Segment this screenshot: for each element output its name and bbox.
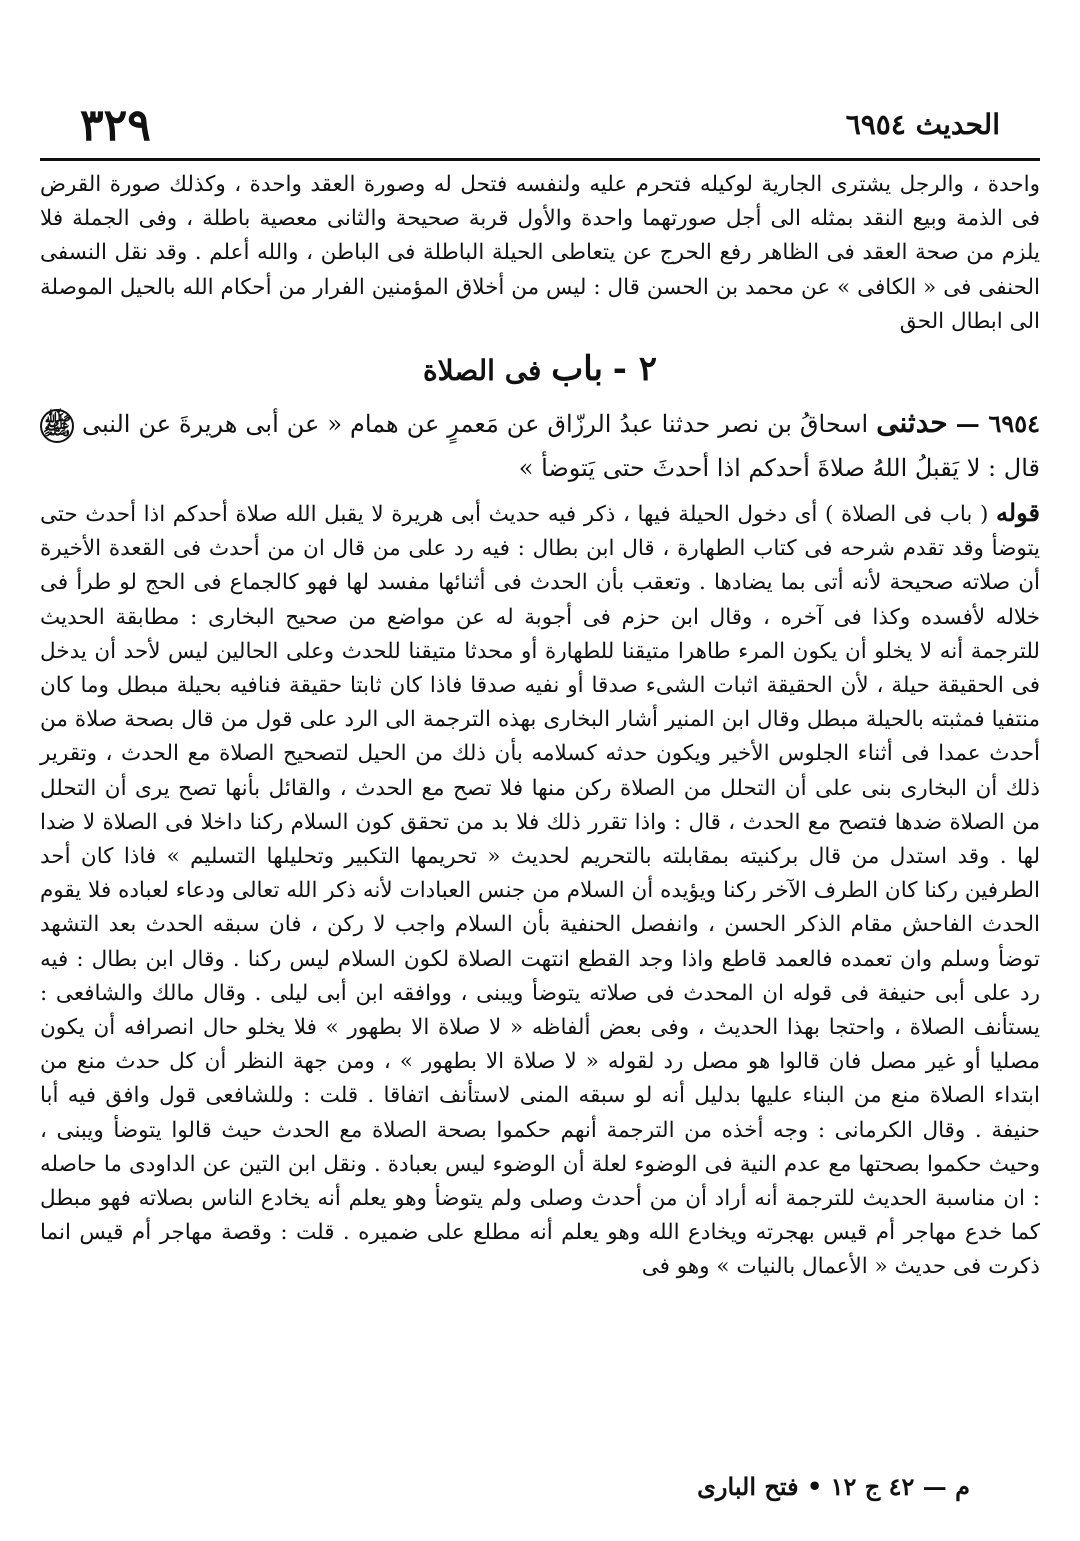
commentary-lead: قوله: [995, 498, 1040, 528]
hadith-number: ٦٩٥٤ —: [955, 409, 1041, 439]
running-title: الحديث ٦٩٥٤: [845, 108, 1000, 141]
signature-line: م — ٤٢ ج ١٢ • فتح البارى: [697, 1472, 970, 1501]
chapter-bab: باب: [551, 349, 604, 390]
top-paragraph: واحدة ، والرجل يشترى الجارية لوكيله فتحرم عليه ولنفسه فتحل له وصورة العقد واحدة ، وكذلك صورة القرض فى الذمة وبيع النقد بمثله الى أجل صورتهما واحدة والأول قربة صحيحة والثانى معصية باطلة ، وفى الجملة فلا يلزم من صحة العقد فى الظاهر رفع الحرج عن يتعاطى الحيلة الباطلة فى الباطن ، والله أعلم . وقد نقل النسفى الحنفى فى « الكافى » عن محمد بن الحسن قال : ليس من أخلاق المؤمنين الفرار من أحكام الله بالحيل الموصلة الى ابطال الحق: [40, 172, 1040, 334]
chapter-heading: [40, 339, 1040, 401]
salawat-icon: ﷺ: [40, 409, 74, 443]
hadith-haddathana: حدثنى: [876, 406, 948, 440]
chapter-title: فى الصلاة: [422, 354, 542, 388]
page-number: ٣٢٩: [80, 100, 151, 151]
commentary-paragraph: [40, 496, 1040, 1285]
hadith-text: [40, 401, 1040, 490]
hadith-isnad: اسحاقُ بن نصر حدثنا عبدُ الرزّاق عن مَعمرٍ عن همام « عن أبى هريرةَ عن النبى: [82, 410, 869, 439]
commentary-text: ( باب فى الصلاة ) أى دخول الحيلة فيها ، ذكر فيه حديث أبى هريرة لا يقبل الله صلاة أحدكم اذا أحدث حتى يتوضأ وقد تقدم شرحه فى كتاب الطهارة ، قال ابن بطال : فيه رد على من قال ان من أحدث فى القعدة الأخيرة أن صلاته صحيحة لأنه أتى بما يضادها . وتعقب بأن الحدث فى أثنائها مفسد لها فهو كالجماع فى الحج لو طرأ فى خلاله لأفسده وكذا فى آخره ، وقال ابن حزم فى أجوبة له عن مواضع من صحيح البخارى : مطابقة الحديث للترجمة أنه لا يخلو أن يكون المرء طاهرا متيقنا للطهارة أو محدثا متيقنا للحدث وعلى الحالين ليس لأحد أن يدخل فى الحقيقة حيلة ، لأن الحقيقة اثبات الشىء صدقا أو نفيه صدقا فاذا كان ثابتا حقيقة فنافيه بحيلة مبطل وما كان منتفيا فمثبته بالحيلة مبطل وقال ابن المنير أشار البخارى بهذه الترجمة الى الرد على قول من قال بصحة صلاة من أحدث عمدا فى أثناء الجلوس الأخير ويكون حدثه كسلامه بأن ذلك من الحيل لتصحيح الصلاة مع الحدث ، وتقرير ذلك أن البخارى بنى على أن التحلل من الصلاة ركن منها فلا تصح مع الحدث ، والقائل بأنها تصح يرى أن التحلل من الصلاة ضدها فتصح مع الحدث ، قال : واذا تقرر ذلك فلا بد من تحقق كون السلام ركنا داخلا فى الصلاة لا ضدا لها . وقد استدل من قال بركنيته بمقابلته بالتحريم لحديث « تحريمها التكبير وتحليلها التسليم » فاذا كان أحد الطرفين ركنا كان الطرف الآخر ركنا ويؤيده أن السلام من جنس العبادات لأنه ذكر الله تعالى ودعاء لعباده فلا يقوم الحدث الفاحش مقام الذكر الحسن ، وانفصل الحنفية بأن السلام واجب لا ركن ، فان سبقه الحدث بعد التشهد توضأ وسلم وان تعمده فالعمد قاطع واذا وجد القطع انتهت الصلاة لكون السلام ليس ركنا . وقال ابن بطال : فيه رد على أبى حنيفة فى قوله ان المحدث فى صلاته يتوضأ ويبنى ، ووافقه ابن أبى ليلى . وقال مالك والشافعى : يستأنف الصلاة ، واحتجا بهذا الحديث ، وفى بعض ألفاظه « لا صلاة الا بطهور » فلا يخلو حال انصرافه أن يكون مصليا أو غير مصل فان قالوا هو مصل رد لقوله « لا صلاة الا بطهور » ، ومن جهة النظر أن كل حدث منع من ابتداء الصلاة منع من البناء عليها بدليل أنه لو سبقه المنى لاستأنف اتفاقا . قلت : وللشافعى قول وافق فيه أبا حنيفة . وقال الكرمانى : وجه أخذه من الترجمة أنهم حكموا بصحة الصلاة مع الحدث حيث قالوا يتوضأ ويبنى ، وحيث حكموا بصحتها مع عدم النية فى الوضوء لعلة أن الوضوء ليس بعبادة . ونقل ابن التين عن الداودى ما حاصله : ان مناسبة الحديث للترجمة أنه أراد أن من أحدث وصلى ولم يتوضأ وهو يعلم أنه يخادع الناس بصلاته فهو مبطل كما خدع مهاجر أم قيس بهجرته ويخادع الله وهو يعلم أنه مطلع على ضميره . قلت : وقصة مهاجر أم قيس انما ذكرت فى حديث « الأعمال بالنيات » وهو فى: [40, 502, 1040, 1280]
header-rule: [40, 158, 1040, 161]
hadith-matn: قال : لا يَقبلُ اللهُ صلاةَ أحدكم اذا أحدثَ حتى يَتوضأ »: [518, 454, 1040, 483]
chapter-number: ٢ -: [612, 349, 657, 390]
page-header: [60, 100, 1020, 156]
page-body: [40, 168, 1040, 1461]
